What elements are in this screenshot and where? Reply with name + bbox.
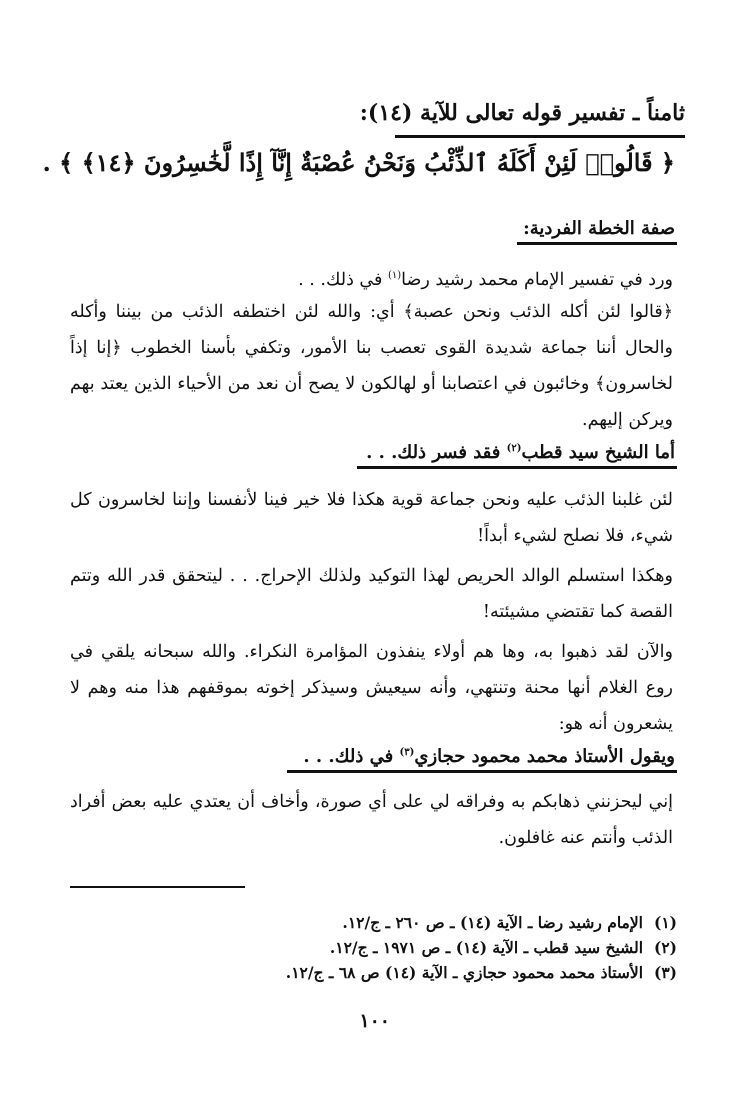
- intro-end: في ذلك. . .: [298, 269, 388, 290]
- footnote-ref-1: (١): [387, 270, 402, 281]
- footnote-3: [70, 960, 677, 985]
- quran-verse: ﴿ قَالُوا۟ لَئِنْ أَكَلَهُ ٱلذِّئْبُ وَنَحْنُ عُصْبَةٌ إِنَّآ إِذًا لَّخَٰسِرُونَ ﴿١٤﴾ ﴾ .: [42, 148, 675, 177]
- hegazy-heading-end: في ذلك. . .: [303, 746, 400, 767]
- qutb-paragraph-2: وهكذا استسلم الوالد الحريص لهذا التوكيد ولذلك الإحراج. . . ليتحقق قدر الله وتتم القصة كما تقتضي مشيئته!: [70, 566, 673, 622]
- qutb-paragraph-3: والآن لقد ذهبوا به، وها هم أولاء ينفذون المؤامرة النكراء. والله سبحانه يلقي في روع الغلام أنها محنة وتنتهي، وأنه سيعيش وسيذكر إخوته بموقفهم هذا منه وهم لا يشعرون أنه هو:: [70, 642, 673, 734]
- footnote-number: (١): [653, 913, 677, 932]
- footnotes: [70, 910, 677, 985]
- intro-text: ورد في تفسير الإمام محمد رشيد رضا: [401, 269, 673, 290]
- hegazy-paragraph: إني ليحزنني ذهابكم به وفراقه لي على أي صورة، وأخاف أن يعتدي عليه بعض أفراد الذئب وأنتم عنه غافلون.: [70, 792, 673, 848]
- footnote-number: (٢): [653, 938, 677, 957]
- footnote-ref-3: (٣): [399, 747, 415, 758]
- individual-plan-underline: [517, 242, 677, 245]
- footnote-text: الإمام رشيد رضا ـ الآية (١٤) ـ ص ٢٦٠ ـ ج/١٢.: [342, 913, 643, 932]
- qutb-heading: [366, 442, 675, 463]
- hegazy-heading-underline: [287, 770, 677, 773]
- section-heading: ثامناً ـ تفسير قوله تعالى للآية (١٤):: [359, 100, 685, 126]
- heading-underline: [395, 135, 685, 138]
- footnote-1: [70, 910, 677, 935]
- footnote-ref-2: (٢): [506, 443, 522, 454]
- qutb-heading-underline: [357, 466, 677, 469]
- footnote-text: الشيخ سيد قطب ـ الآية (١٤) ـ ص ١٩٧١ ـ ج/١٢.: [329, 938, 643, 957]
- footnote-number: (٣): [653, 963, 677, 982]
- footnote-2: [70, 935, 677, 960]
- qutb-paragraph-1: لئن غلبنا الذئب عليه ونحن جماعة قوية هكذا فلا خير فينا لأنفسنا وإننا لخاسرون كل شيء، فلا نصلح لشيء أبداً!: [70, 490, 673, 546]
- footnote-separator: [70, 886, 245, 888]
- hegazy-heading: [303, 746, 675, 767]
- individual-plan-intro: [70, 258, 673, 298]
- qutb-heading-end: فقد فسر ذلك. . .: [366, 442, 507, 463]
- page: [42, 100, 685, 1060]
- page-number: ١٠٠: [359, 1010, 390, 1032]
- individual-plan-heading: صفة الخطة الفردية:: [523, 218, 675, 239]
- footnote-text: الأستاذ محمد محمود حجازي ـ الآية (١٤) ص ٦٨ ـ ج/١٢.: [285, 963, 643, 982]
- qutb-heading-start: أما الشيخ سيد قطب: [521, 442, 675, 463]
- hegazy-heading-start: ويقول الأستاذ محمد محمود حجازي: [414, 746, 675, 767]
- individual-plan-paragraph: ﴿قالوا لئن أكله الذئب ونحن عصبة﴾ أي: والله لئن اختطفه الذئب من بيننا وأكله والحال أننا جماعة شديدة القوى تعصب بنا الأمور، وتكفي بأسنا الخطوب ﴿إنا إذاً لخاسرون﴾ وخائبون في اعتصابنا أو لهالكون لا يصح أن نعد من الأحياء الذين يعتد بهم ويركن إليهم.: [70, 302, 673, 430]
